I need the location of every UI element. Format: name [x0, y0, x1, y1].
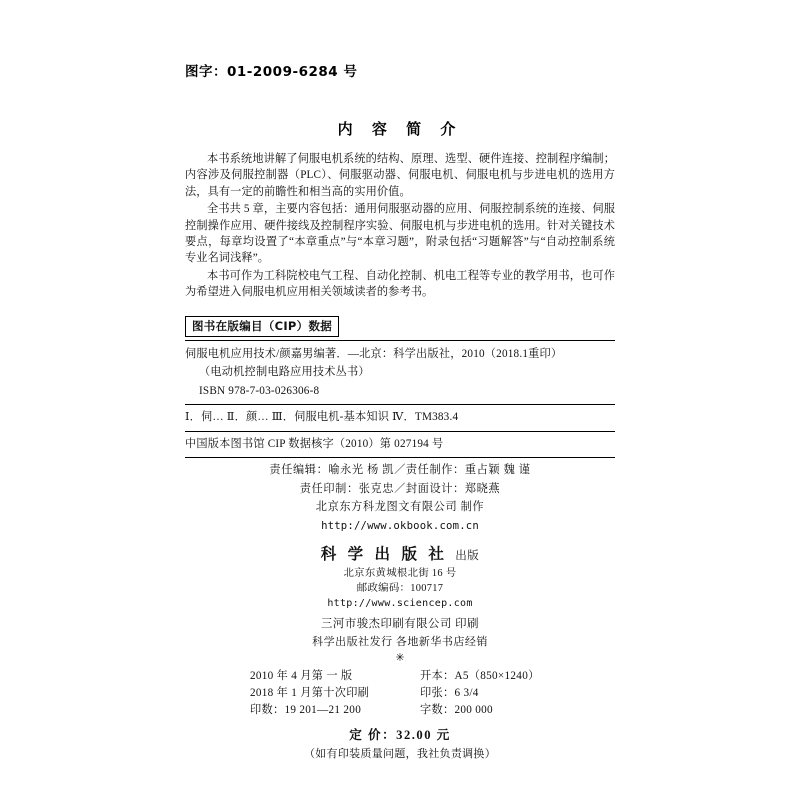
publisher-block	[185, 542, 615, 664]
cip-line-isbn: ISBN 978-7-03-026306-8	[199, 384, 320, 397]
divider	[185, 431, 615, 432]
credit-producer: 北京东方科龙图文有限公司 制作	[315, 501, 485, 514]
publisher-zip: 邮政编码：100717	[356, 583, 444, 595]
page-title: 内 容 简 介	[337, 120, 463, 138]
credit-website: http://www.okbook.com.cn	[321, 519, 479, 532]
divider	[185, 457, 615, 458]
spec-format: 开本：A5（850×1240）	[420, 670, 540, 683]
abstract-block	[185, 151, 615, 301]
abstract-paragraph: 本书可作为工科院校电气工程、自动化控制、机电工程等专业的教学用书，也可作为希望进入伺服电机应用相关领域读者的参考书。	[185, 269, 615, 299]
spec-row	[250, 702, 550, 719]
spec-edition: 2010 年 4 月第 一 版	[250, 670, 353, 683]
abstract-paragraph: 全书共 5 章，主要内容包括：通用伺服驱动器的应用、伺服控制系统的连接、伺服控制操作应用、硬件接线及控制程序实验、伺服电机与步进电机的选用。针对关键技术要点，每章均设置了“本章重点”与“本章习题”，附录包括“习题解答”与“自动控制系统专业名词浅释”。	[185, 203, 615, 265]
cip-registration-number: 图字：01-2009-6284 号	[185, 64, 358, 80]
divider	[185, 340, 615, 341]
spec-sheets: 印张：6 3/4	[420, 687, 479, 700]
publisher-suffix: 出版	[455, 548, 480, 563]
credits-block	[185, 463, 615, 534]
printer-name: 三河市骏杰印刷有限公司 印刷	[321, 618, 479, 631]
price: 定 价：32.00 元	[349, 728, 451, 743]
spec-print-run: 印数：19 201—21 200	[250, 704, 362, 717]
cip-data-block	[185, 347, 615, 459]
spec-row	[250, 685, 550, 702]
divider	[185, 404, 615, 405]
publisher-website: http://www.sciencep.com	[327, 598, 473, 610]
publisher-name	[185, 542, 615, 564]
credit-printing: 责任印制：张克忠／封面设计：郑晓燕	[299, 482, 501, 495]
distributor-name: 科学出版社发行 各地新华书店经销	[312, 636, 488, 649]
spec-impression: 2018 年 1 月第十次印刷	[250, 687, 370, 700]
cip-line-series: （电动机控制电路应用技术丛书）	[199, 366, 370, 379]
specs-block	[250, 668, 550, 719]
page-content	[185, 60, 615, 761]
star-ornament-icon: ✳	[395, 652, 405, 665]
publisher-name-text: 科 学 出 版 社	[320, 545, 447, 564]
cip-line-title: 伺服电机应用技术/颜嘉男编著．—北京：科学出版社，2010（2018.1重印）	[185, 347, 563, 360]
publisher-address: 北京东黄城根北街 16 号	[343, 568, 457, 580]
cip-data-heading: 图书在版编目（CIP）数据	[185, 316, 339, 337]
quality-note: （如有印装质量问题，我社负责调换）	[303, 748, 497, 761]
spec-word-count: 字数：200 000	[420, 704, 493, 717]
spec-row	[250, 668, 550, 685]
cip-line-classification: Ⅰ．伺… Ⅱ．颜… Ⅲ．伺服电机-基本知识 Ⅳ．TM383.4	[185, 411, 459, 424]
credit-editor: 责任编辑：喻永光 杨 凯／责任制作：重占颖 魏 谨	[269, 464, 531, 477]
abstract-paragraph: 本书系统地讲解了伺服电机系统的结构、原理、选型、硬件连接、控制程序编制；内容涉及伺服控制器（PLC）、伺服驱动器、伺服电机、伺服电机与步进电机的选用方法，具有一定的前瞻性和相当高的实用价值。	[185, 153, 615, 198]
cip-line-registry: 中国版本图书馆 CIP 数据核字（2010）第 027194 号	[185, 437, 444, 450]
